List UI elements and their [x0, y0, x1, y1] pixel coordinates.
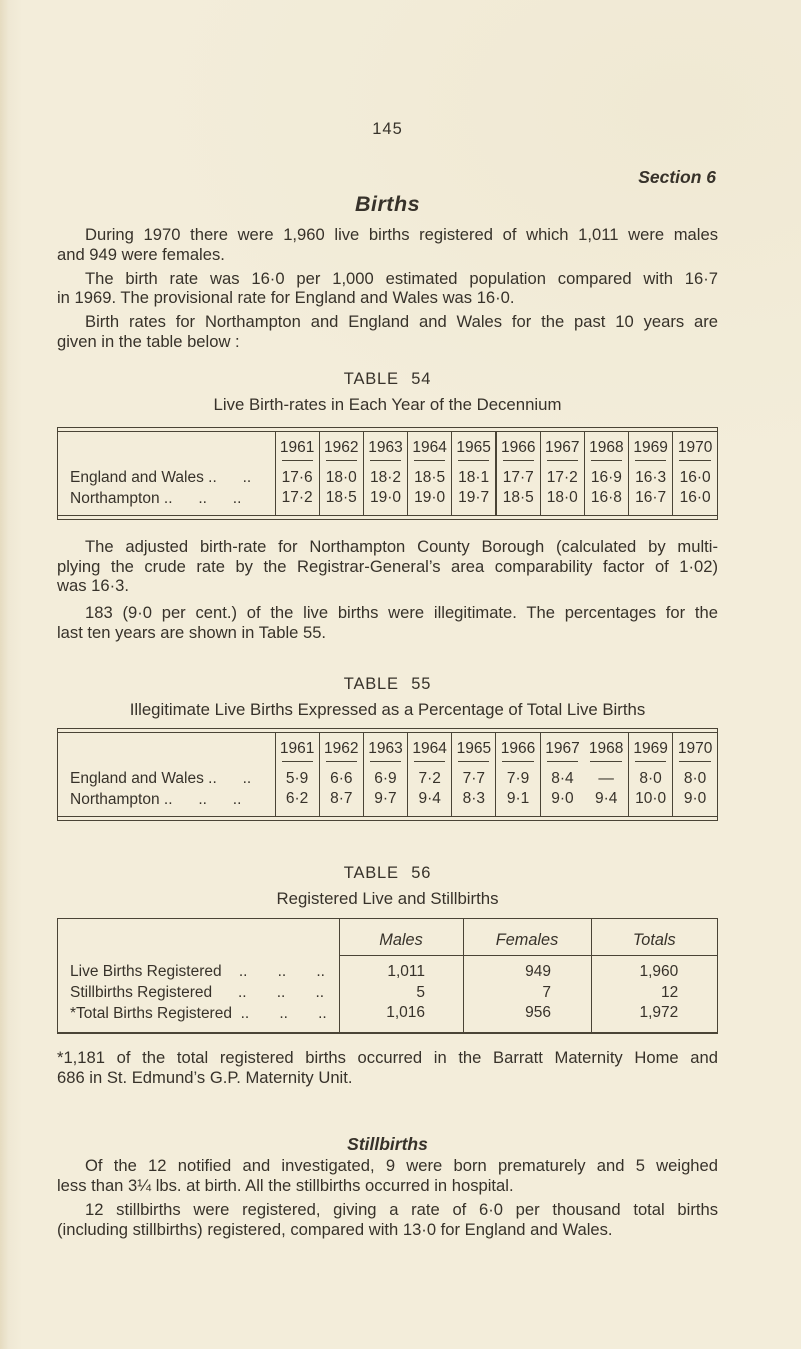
intro-paragraph-3	[57, 312, 718, 352]
percent-cell: 8·7	[319, 789, 363, 817]
blank-corner-cell	[58, 732, 275, 762]
illegitimate-paragraph	[57, 603, 718, 643]
page-number: 145	[372, 120, 403, 138]
table-row	[58, 982, 717, 1003]
stillbirths-paragraph-1	[57, 1156, 718, 1196]
text-line: less than 3¼ lbs. at birth. All the stillbirths occurred in hospital.	[57, 1176, 514, 1196]
percent-cell: 9·0	[540, 789, 584, 817]
count-cell: 7	[463, 982, 591, 1003]
row-label: Live Births Registered .. .. ..	[70, 962, 325, 980]
row-label: Northampton .. .. ..	[70, 790, 242, 808]
table-row	[58, 488, 717, 516]
text-line: and 949 were females.	[57, 244, 225, 264]
adjusted-rate-paragraph	[57, 537, 718, 596]
percent-cell: —	[598, 770, 614, 788]
year-header-cell: 1963	[363, 431, 407, 461]
table-row	[58, 789, 717, 817]
table-55	[57, 728, 718, 821]
maternity-footnote	[57, 1048, 718, 1088]
rate-cell: 17·7	[496, 461, 540, 488]
rate-cell: 18·2	[363, 461, 407, 488]
year-header-cell: 1962	[319, 732, 363, 762]
rate-cell: 18·0	[540, 488, 584, 516]
table-54-caption: Live Birth-rates in Each Year of the Decennium	[213, 394, 562, 414]
year-header-cell: 1967	[540, 431, 584, 461]
rate-cell: 16·8	[584, 488, 628, 516]
year-header-cell: 1967	[540, 732, 584, 762]
table-54	[57, 427, 718, 520]
year-header-cell: 1961	[275, 732, 319, 762]
rate-cell: 16·3	[629, 461, 673, 488]
text-line: was 16·3.	[57, 576, 129, 596]
percent-cell: 5·9	[275, 762, 319, 789]
percent-cell: 7·7	[452, 762, 496, 789]
text-line: last ten years are shown in Table 55.	[57, 622, 327, 642]
text-line: 183 (9·0 per cent.) of the live births were illegitimate. The percentages for the	[85, 603, 718, 623]
row-label: England and Wales .. ..	[70, 769, 252, 787]
percent-cell: 8·4	[540, 762, 584, 789]
table-55-header-row	[58, 732, 717, 762]
column-header-cell: Males	[339, 919, 463, 956]
percent-cell: 10·0	[629, 789, 673, 817]
table-row	[58, 956, 717, 982]
row-label: *Total Births Registered .. .. ..	[70, 1004, 327, 1022]
rate-cell: 17·2	[540, 461, 584, 488]
year-header-cell: 1966	[496, 431, 540, 461]
percent-cell: 9·7	[363, 789, 407, 817]
text-line: Of the 12 notified and investigated, 9 were born prematurely and 5 weighed	[85, 1156, 718, 1176]
year-header-cell: 1966	[496, 732, 540, 762]
rate-cell: 16·0	[673, 488, 717, 516]
text-line: Birth rates for Northampton and England and Wales for the past 10 years are	[85, 312, 718, 332]
intro-paragraph-2	[57, 269, 718, 309]
table-54-header-row	[58, 431, 717, 461]
rate-cell: 18·5	[319, 488, 363, 516]
rate-cell: 17·2	[275, 488, 319, 516]
percent-cell: 8·0	[629, 762, 673, 789]
table-54-label: TABLE 54	[343, 369, 432, 388]
count-cell: 1,972	[591, 1003, 717, 1032]
table-55-label: TABLE 55	[343, 674, 432, 693]
table-row	[58, 762, 717, 789]
count-cell: 12	[591, 982, 717, 1003]
percent-cell: 6·6	[319, 762, 363, 789]
blank-corner-cell	[58, 919, 339, 956]
table-row	[58, 461, 717, 488]
stillbirths-heading: Stillbirths	[347, 1134, 428, 1155]
text-line: 12 stillbirths were registered, giving a rate of 6·0 per thousand total births	[85, 1199, 718, 1219]
rate-cell: 19·7	[452, 488, 496, 516]
year-header-cell: 1961	[275, 431, 319, 461]
row-label: Stillbirths Registered .. .. ..	[70, 983, 325, 1001]
table-56-header-row	[58, 919, 717, 956]
percent-cell: 6·2	[275, 789, 319, 817]
year-header-cell: 1965	[452, 431, 496, 461]
rate-cell: 16·7	[629, 488, 673, 516]
percent-cell: 9·4	[594, 790, 618, 808]
text-line: plying the crude rate by the Registrar-General’s area comparability factor of 1·02)	[57, 556, 718, 576]
year-header-cell: 1969	[629, 431, 673, 461]
text-line: The birth rate was 16·0 per 1,000 estimated population compared with 16·7	[85, 268, 718, 288]
rate-cell: 18·0	[319, 461, 363, 488]
year-header-cell: 1964	[408, 732, 452, 762]
year-header-cell: 1968	[584, 732, 628, 762]
rate-cell: 16·0	[673, 461, 717, 488]
count-cell: 949	[463, 956, 591, 982]
text-line: (including stillbirths) registered, compared with 13·0 for England and Wales.	[57, 1219, 613, 1239]
rate-cell: 18·1	[452, 461, 496, 488]
year-header-cell: 1969	[629, 732, 673, 762]
year-header-cell: 1970	[673, 431, 717, 461]
count-cell: 1,016	[339, 1003, 463, 1032]
percent-cell: 8·0	[673, 762, 717, 789]
percent-cell: 9·1	[496, 789, 540, 817]
count-cell: 5	[339, 982, 463, 1003]
year-header-cell: 1965	[452, 732, 496, 762]
text-line: The adjusted birth-rate for Northampton County Borough (calculated by multi-	[85, 536, 718, 556]
count-cell: 1,960	[591, 956, 717, 982]
column-header-cell: Totals	[591, 919, 717, 956]
table-row	[58, 1003, 717, 1032]
count-cell: 956	[463, 1003, 591, 1032]
rate-cell: 18·5	[496, 488, 540, 516]
table-56-caption: Registered Live and Stillbirths	[276, 888, 499, 908]
percent-cell: 7·2	[408, 762, 452, 789]
year-header-cell: 1968	[584, 431, 628, 461]
rate-cell: 17·6	[275, 461, 319, 488]
rate-cell: 16·9	[584, 461, 628, 488]
count-cell: 1,011	[339, 956, 463, 982]
percent-cell: 9·0	[673, 789, 717, 817]
text-line: *1,181 of the total registered births occurred in the Barratt Maternity Home and	[57, 1047, 718, 1067]
table-56-label: TABLE 56	[343, 863, 432, 882]
percent-cell: 8·3	[452, 789, 496, 817]
intro-paragraph-1	[57, 225, 718, 265]
year-header-cell: 1962	[319, 431, 363, 461]
page-title: Births	[354, 192, 421, 216]
stillbirths-paragraph-2	[57, 1200, 718, 1240]
percent-cell: 9·4	[408, 789, 452, 817]
row-label: Northampton .. .. ..	[70, 489, 242, 507]
rate-cell: 19·0	[408, 488, 452, 516]
year-header-cell: 1964	[408, 431, 452, 461]
percent-cell: 7·9	[496, 762, 540, 789]
blank-corner-cell	[58, 431, 275, 461]
table-55-caption: Illegitimate Live Births Expressed as a Percentage of Total Live Births	[129, 699, 646, 719]
row-label: England and Wales .. ..	[70, 468, 252, 486]
page-content	[57, 0, 718, 1240]
section-label: Section 6	[638, 167, 716, 187]
text-line: During 1970 there were 1,960 live births registered of which 1,011 were males	[85, 225, 718, 244]
text-line: given in the table below :	[57, 331, 240, 351]
column-header-cell: Females	[463, 919, 591, 956]
rate-cell: 19·0	[363, 488, 407, 516]
year-header-cell: 1970	[673, 732, 717, 762]
percent-cell: 6·9	[363, 762, 407, 789]
table-56	[57, 918, 718, 1034]
year-header-cell: 1963	[363, 732, 407, 762]
rate-cell: 18·5	[408, 461, 452, 488]
text-line: in 1969. The provisional rate for England and Wales was 16·0.	[57, 288, 515, 308]
text-line: 686 in St. Edmund’s G.P. Maternity Unit.	[57, 1067, 353, 1087]
